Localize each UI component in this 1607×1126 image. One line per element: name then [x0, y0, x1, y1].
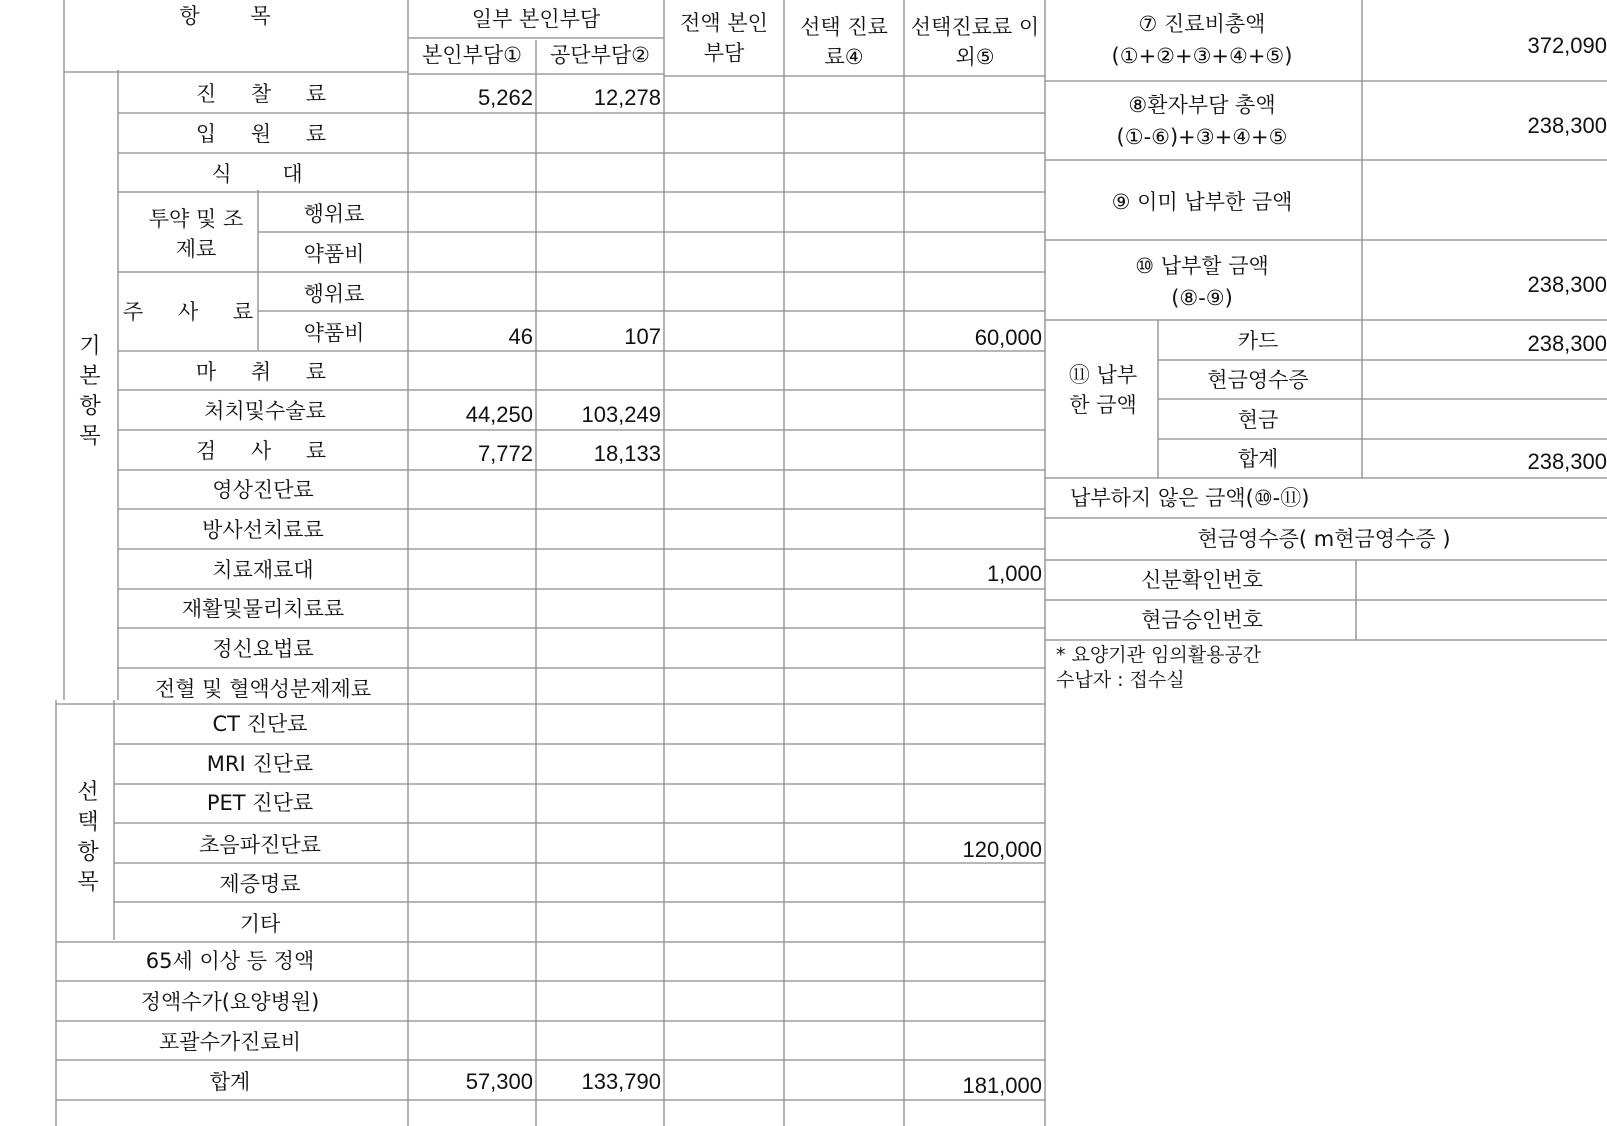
row-label: 영상진단료	[212, 478, 314, 502]
row-label: 합계	[209, 1070, 251, 1094]
card-label: 카드	[1237, 329, 1279, 353]
card-value: 238,300	[1527, 331, 1607, 356]
unpaid-label: 납부하지 않은 금액(⑩-⑪)	[1070, 486, 1310, 510]
total7-label: ⑦ 진료비총액	[1138, 12, 1266, 36]
row-label: 65세 이상 등 정액	[145, 949, 315, 973]
row-sublabel: 약품비	[303, 242, 365, 266]
row-label: 초음파진단료	[199, 833, 321, 857]
cell-total-public-pay: 133,790	[581, 1069, 661, 1094]
header-public-pay-label: 공단부담②	[550, 43, 650, 67]
row-sublabel: 행위료	[303, 282, 365, 306]
patient8-label: ⑧환자부담 총액	[1128, 93, 1276, 117]
cash-label: 현금	[1237, 408, 1279, 432]
row-label: 식 대	[211, 162, 325, 186]
row-label: 입 원 료	[195, 122, 341, 146]
row-label: 기타	[239, 912, 281, 936]
cell-self-pay: 7,772	[477, 441, 533, 466]
row-label: MRI 진단료	[206, 752, 314, 776]
due10-label: ⑩ 납부할 금액	[1135, 254, 1269, 278]
total7-value: 372,090	[1527, 33, 1607, 58]
row-label: 재활및물리치료료	[181, 597, 345, 621]
cell-self-pay: 5,262	[477, 85, 533, 110]
row-label: 치료재료대	[212, 558, 314, 582]
note-line-2: 수납자 : 접수실	[1056, 669, 1185, 691]
sum-value: 238,300	[1527, 449, 1607, 474]
row-label: 진 찰 료	[195, 82, 341, 106]
row-label: 제증명료	[219, 872, 301, 896]
patient8-value: 238,300	[1527, 113, 1607, 138]
cell-non-select: 1,000	[986, 561, 1042, 586]
paid9-label: ⑨ 이미 납부한 금액	[1111, 190, 1293, 214]
row-label: 정액수가(요양병원)	[140, 990, 320, 1014]
paid11-label: ⑪ 납부 한 금액	[1068, 363, 1138, 417]
header-item-label: 항 목	[179, 4, 293, 28]
cash-receipt-label: 현금영수증	[1207, 368, 1309, 392]
row-sublabel: 행위료	[303, 202, 365, 226]
due10-value: 238,300	[1527, 272, 1607, 297]
total7-formula: (①+②+③+④+⑤)	[1111, 44, 1293, 68]
receipt-title: 현금영수증( m현금영수증 )	[1197, 527, 1451, 551]
due10-formula: (⑧-⑨)	[1171, 286, 1233, 310]
row-label: 정신요법료	[212, 637, 314, 661]
cell-total-self-pay: 57,300	[465, 1069, 533, 1094]
header-non-select-label: 선택진료료 이외⑤	[910, 15, 1040, 69]
row-label: 방사선치료료	[202, 518, 324, 542]
row-label: 주 사 료	[122, 300, 268, 324]
header-select-label: 선택 진료료④	[800, 15, 888, 69]
header-partial-label: 일부 본인부담	[471, 7, 601, 31]
cell-non-select: 120,000	[962, 837, 1042, 862]
row-label: CT 진단료	[212, 712, 308, 736]
row-label: 투약 및 조제료	[148, 207, 244, 261]
row-label: 처치및수술료	[204, 399, 326, 423]
sum-label: 합계	[1237, 447, 1279, 471]
row-sublabel: 약품비	[303, 321, 365, 345]
note-line-1: * 요양기관 임의활용공간	[1056, 644, 1262, 666]
cell-public-pay: 107	[624, 324, 661, 349]
row-label: 전혈 및 혈액성분제제료	[154, 677, 372, 701]
cell-self-pay: 44,250	[465, 402, 533, 427]
row-label: PET 진단료	[206, 791, 314, 815]
header-full-self-label: 전액 본인부담	[680, 11, 768, 65]
cell-public-pay: 12,278	[593, 85, 661, 110]
group-select-label: 선택항목	[77, 780, 99, 895]
approval-label: 현금승인번호	[1141, 608, 1263, 632]
cell-public-pay: 103,249	[581, 402, 661, 427]
cell-public-pay: 18,133	[593, 441, 661, 466]
row-label: 검 사 료	[195, 439, 341, 463]
id-label: 신분확인번호	[1141, 568, 1263, 592]
cell-non-select: 60,000	[974, 325, 1042, 350]
group-basic-label: 기본항목	[79, 334, 101, 449]
cell-total-non-select: 181,000	[962, 1073, 1042, 1098]
cell-self-pay: 46	[508, 324, 533, 349]
row-label: 포괄수가진료비	[158, 1030, 302, 1054]
header-self-pay-label: 본인부담①	[422, 43, 522, 67]
row-label: 마 취 료	[195, 360, 341, 384]
patient8-formula: (①-⑥)+③+④+⑤	[1116, 125, 1288, 149]
